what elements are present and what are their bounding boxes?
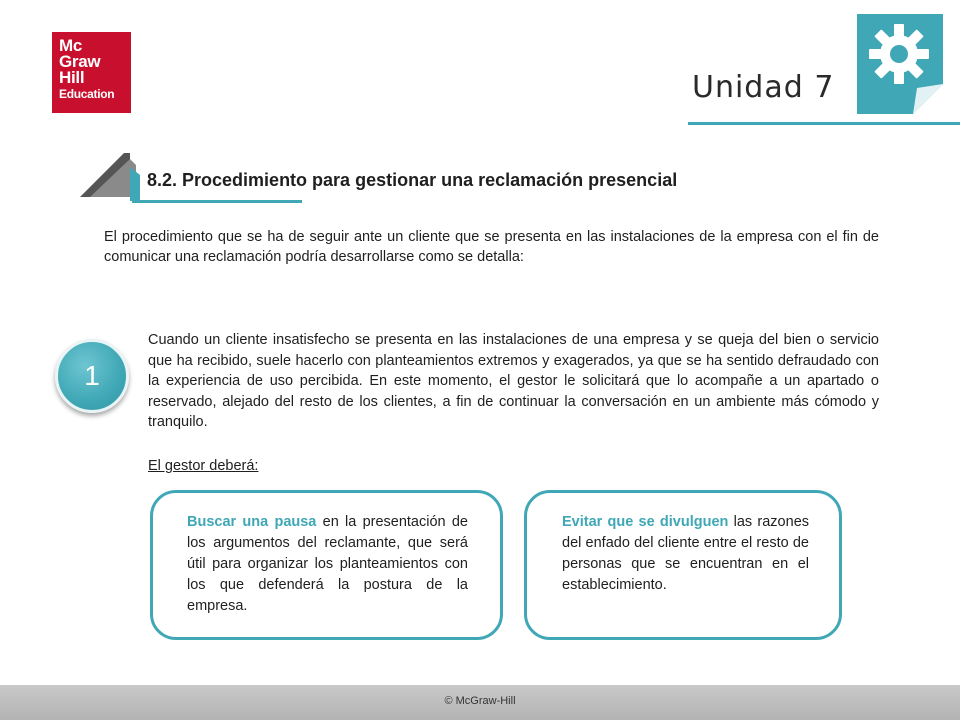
card-highlight: Buscar una pausa xyxy=(187,514,317,530)
must-label: El gestor deberá: xyxy=(148,458,259,474)
unit-underline xyxy=(688,122,960,125)
card-text: las razones del enfado del cliente entre el resto de personas que se encuentran en el establecimiento. xyxy=(562,514,810,593)
logo-line: Hill xyxy=(59,68,85,87)
intro-paragraph: El procedimiento que se ha de seguir ante un cliente que se presenta en las instalaciones de la empresa con el fin de comunicar una reclamación podría desarrollarse como se detalla: xyxy=(104,229,879,265)
card-highlight: Evitar que se divulguen xyxy=(562,514,729,530)
logo-line: Mc xyxy=(59,36,83,55)
section-title: 8.2. Procedimiento para gestionar una reclamación presencial xyxy=(147,170,678,190)
section-underline xyxy=(132,200,302,203)
mcgraw-hill-logo xyxy=(52,32,131,113)
action-card-avoid xyxy=(524,490,842,640)
logo-line: Education xyxy=(59,87,115,101)
footer-copyright: © McGraw-Hill xyxy=(444,695,516,707)
action-card-pause xyxy=(150,490,503,640)
gear-document-icon xyxy=(855,12,945,116)
footer-bar xyxy=(0,685,960,720)
step-paragraph: Cuando un cliente insatisfecho se presenta en las instalaciones de una empresa y se queja del bien o servicio que ha recibido, suele hacerlo con planteamientos extremos y exagerados, ya que se ha sentido defraudado con la experiencia de uso percibida. En este momento, el gestor le solicitará que lo acompañe a un apartado o reservado, alejado del resto de los clientes, a fin de continuar la conversación en un ambiente más cómodo y tranquilo. xyxy=(148,332,879,430)
logo-line: Graw xyxy=(59,52,101,71)
unit-title: Unidad 7 xyxy=(692,70,835,105)
step-number-badge: 1 xyxy=(55,339,129,413)
section-corner-icon xyxy=(80,153,140,201)
card-text: en la presentación de los argumentos del reclamante, que será útil para organizar los planteamientos con los que defenderá la postura de la empresa. xyxy=(187,514,468,614)
